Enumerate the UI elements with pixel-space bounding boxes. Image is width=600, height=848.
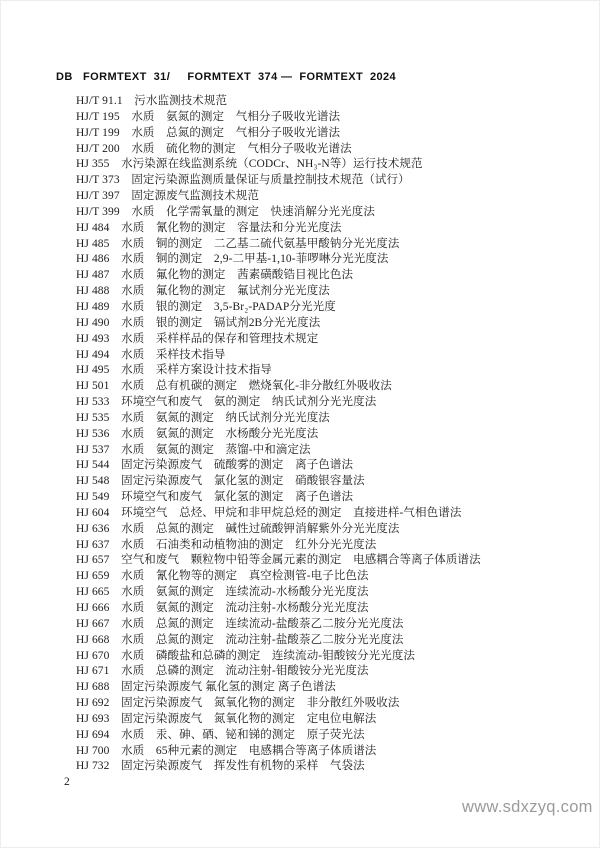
standard-line: HJ 544 固定污染源废气 硫酸雾的测定 离子色谱法 bbox=[76, 459, 354, 472]
standard-line: HJ 694 水质 汞、砷、硒、铋和锑的测定 原子荧光法 bbox=[76, 728, 365, 741]
standard-line: HJ 636 水质 总氮的测定 碱性过硫酸钾消解紫外分光光度法 bbox=[76, 522, 400, 535]
standard-line: HJ 493 水质 采样样品的保存和管理技术规定 bbox=[76, 332, 319, 345]
standard-line: HJ 486 水质 铜的测定 2,9-二甲基-1,10-菲啰啉分光光度法 bbox=[76, 253, 389, 266]
standard-line: HJ 604 环境空气 总烃、甲烷和非甲烷总烃的测定 直接进样-气相色谱法 bbox=[76, 506, 462, 519]
standard-line: HJ 536 水质 氨氮的测定 水杨酸分光光度法 bbox=[76, 427, 319, 440]
standard-line: HJ 537 水质 氨氮的测定 蒸馏-中和滴定法 bbox=[76, 443, 311, 456]
page-number: 2 bbox=[64, 776, 70, 788]
standard-line: HJ 494 水质 采样技术指导 bbox=[76, 348, 226, 361]
standard-line: HJ 670 水质 磷酸盐和总磷的测定 连续流动-钼酸铵分光光度法 bbox=[76, 649, 416, 662]
standard-line: HJ 535 水质 氨氮的测定 纳氏试剂分光光度法 bbox=[76, 411, 330, 424]
standard-line: HJ 700 水质 65种元素的测定 电感耦合等离子体质谱法 bbox=[76, 744, 377, 757]
standard-line: HJ 666 水质 氨氮的测定 流动注射-水杨酸分光光度法 bbox=[76, 602, 369, 614]
standard-line: HJ/T 399 水质 化学需氧量的测定 快速消解分光光度法 bbox=[76, 205, 375, 218]
standard-line: HJ/T 397 固定源废气监测技术规范 bbox=[76, 190, 259, 203]
standard-line: HJ 355 水污染源在线监测系统（CODCr、NH₃-N等）运行技术规范 bbox=[76, 158, 423, 171]
standard-line: HJ 549 环境空气和废气 氯化氢的测定 离子色谱法 bbox=[76, 491, 354, 504]
watermark: www.sdxzyq.com bbox=[462, 798, 593, 816]
standard-line: HJ/T 91.1 污水监测技术规范 bbox=[76, 95, 228, 107]
standard-line: HJ 533 环境空气和废气 氨的测定 纳氏试剂分光光度法 bbox=[76, 396, 377, 409]
standard-line: HJ 495 水质 采样方案设计技术指导 bbox=[76, 364, 272, 377]
standard-line: HJ 487 水质 氟化物的测定 茜素磺酸锆目视比色法 bbox=[76, 269, 354, 282]
standard-line: HJ/T 195 水质 氨氮的测定 气相分子吸收光谱法 bbox=[76, 110, 341, 123]
standard-line: HJ 548 固定污染源废气 氯化氢的测定 硝酸银容量法 bbox=[76, 475, 365, 488]
standard-line: HJ 692 固定污染源废气 氮氧化物的测定 非分散红外吸收法 bbox=[76, 697, 400, 710]
standards-list bbox=[76, 94, 584, 775]
document-code-header: DB FORMTEXT 31/ FORMTEXT 374 — FORMTEXT 2024 bbox=[56, 71, 397, 83]
standard-line: HJ/T 199 水质 总氮的测定 气相分子吸收光谱法 bbox=[76, 126, 341, 139]
standard-line: HJ 668 水质 总氮的测定 流动注射-盐酸萘乙二胺分光光度法 bbox=[76, 633, 404, 646]
standard-line: HJ/T 200 水质 硫化物的测定 气相分子吸收光谱法 bbox=[76, 142, 352, 155]
standard-line: HJ 659 水质 氰化物等的测定 真空检测管-电子比色法 bbox=[76, 570, 369, 583]
standard-line: HJ 693 固定污染源废气 氮氧化物的测定 定电位电解法 bbox=[76, 712, 377, 725]
standard-line: HJ 667 水质 总氮的测定 连续流动-盐酸萘乙二胺分光光度法 bbox=[76, 617, 404, 630]
standard-line: HJ 490 水质 银的测定 镉试剂2B分光光度法 bbox=[76, 316, 321, 329]
standard-line: HJ 501 水质 总有机碳的测定 燃烧氧化-非分散红外吸收法 bbox=[76, 380, 392, 393]
standard-line: HJ 485 水质 铜的测定 二乙基二硫代氨基甲酸钠分光光度法 bbox=[76, 237, 400, 250]
standard-line: HJ 688 固定污染源废气 氟化氢的测定 离子色谱法 bbox=[76, 681, 336, 694]
standard-line: HJ 671 水质 总磷的测定 流动注射-钼酸铵分光光度法 bbox=[76, 665, 369, 678]
standard-line: HJ 489 水质 银的测定 3,5-Br₂-PADAP分光光度 bbox=[76, 300, 336, 313]
standard-line: HJ 488 水质 氟化物的测定 氟试剂分光光度法 bbox=[76, 285, 330, 298]
standard-line: HJ 484 水质 氰化物的测定 容量法和分光光度法 bbox=[76, 221, 342, 234]
standard-line: HJ 637 水质 石油类和动植物油的测定 红外分光光度法 bbox=[76, 538, 377, 551]
standard-line: HJ/T 373 固定污染源监测质量保证与质量控制技术规范（试行） bbox=[76, 174, 410, 187]
standard-line: HJ 657 空气和废气 颗粒物中铅等金属元素的测定 电感耦合等离子体质谱法 bbox=[76, 554, 481, 567]
standard-line: HJ 665 水质 氨氮的测定 连续流动-水杨酸分光光度法 bbox=[76, 586, 369, 599]
standard-line: HJ 732 固定污染源废气 挥发性有机物的采样 气袋法 bbox=[76, 760, 365, 773]
